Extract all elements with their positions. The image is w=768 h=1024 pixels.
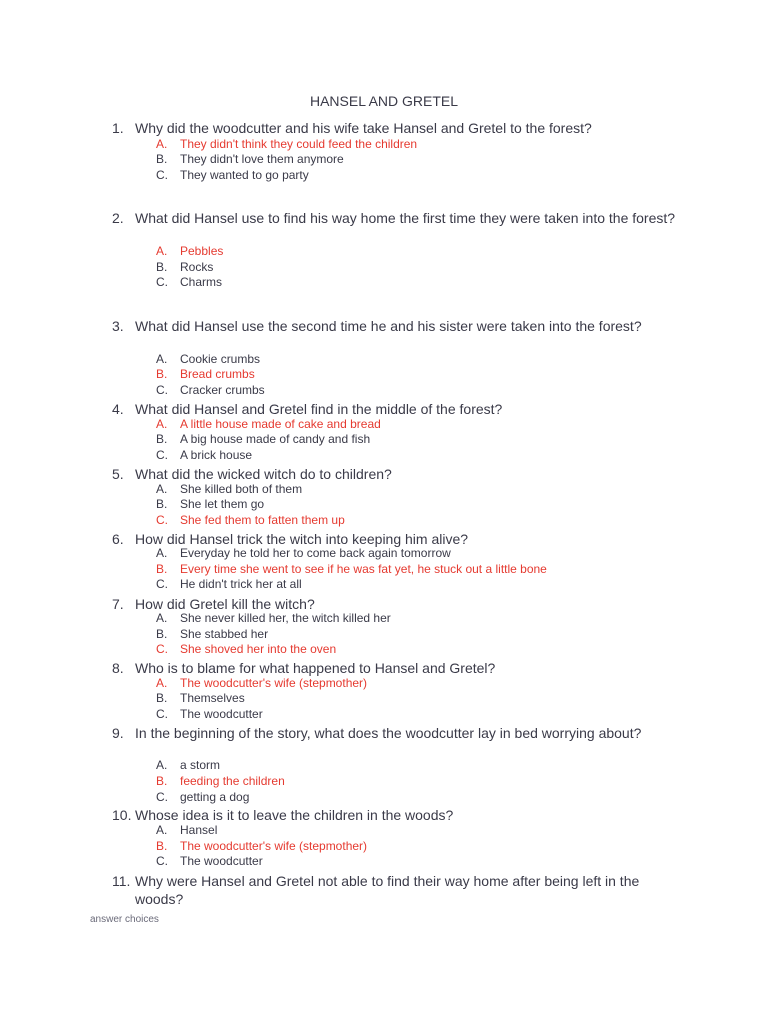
answer-option: A. Cookie crumbs bbox=[156, 352, 261, 366]
answer-option: C. He didn't trick her at all bbox=[156, 577, 302, 591]
answer-option: A. The woodcutter's wife (stepmother) bbox=[156, 676, 368, 690]
question-text: Whose idea is it to leave the children in the woods? bbox=[135, 807, 454, 823]
question-text: Who is to blame for what happened to Hansel and Gretel? bbox=[135, 660, 496, 676]
answer-option: A. Pebbles bbox=[156, 244, 224, 258]
question-11 bbox=[112, 872, 682, 908]
footer-note: answer choices bbox=[90, 914, 159, 925]
question-9 bbox=[112, 724, 682, 742]
answer-option: A. Hansel bbox=[156, 823, 218, 837]
question-10 bbox=[112, 806, 682, 824]
answer-option: B. She stabbed her bbox=[156, 627, 269, 641]
answer-option: C. getting a dog bbox=[156, 790, 250, 804]
question-number: 1. bbox=[112, 120, 124, 136]
answer-option: A. Everyday he told her to come back again tomorrow bbox=[156, 546, 451, 560]
question-4 bbox=[112, 400, 682, 418]
answer-option: B. Rocks bbox=[156, 260, 214, 274]
question-number: 7. bbox=[112, 596, 124, 612]
question-number: 2. bbox=[112, 210, 124, 226]
answer-option: C. Charms bbox=[156, 275, 223, 289]
answer-option: A. A little house made of cake and bread bbox=[156, 417, 381, 431]
answer-option: B. A big house made of candy and fish bbox=[156, 432, 371, 446]
question-number: 3. bbox=[112, 318, 124, 334]
question-text: In the beginning of the story, what does the woodcutter lay in bed worrying about? bbox=[135, 725, 642, 741]
question-3 bbox=[112, 317, 682, 335]
question-text: How did Gretel kill the witch? bbox=[135, 596, 315, 612]
question-number: 5. bbox=[112, 466, 124, 482]
question-number: 11. bbox=[112, 873, 131, 889]
question-number: 9. bbox=[112, 725, 124, 741]
answer-option: C. She fed them to fatten them up bbox=[156, 513, 345, 527]
question-number: 10. bbox=[112, 807, 132, 823]
answer-option: C. A brick house bbox=[156, 448, 253, 462]
question-number: 6. bbox=[112, 531, 124, 547]
answer-option: A. She killed both of them bbox=[156, 482, 303, 496]
page-title: HANSEL AND GRETEL bbox=[309, 93, 459, 109]
question-2 bbox=[112, 209, 682, 227]
answer-option: B. Themselves bbox=[156, 691, 245, 705]
question-1 bbox=[112, 119, 682, 137]
question-number: 8. bbox=[112, 660, 124, 676]
question-8 bbox=[112, 659, 682, 677]
answer-option: B. She let them go bbox=[156, 497, 265, 511]
question-text: What did the wicked witch do to children? bbox=[135, 466, 392, 482]
question-text: How did Hansel trick the witch into keeping him alive? bbox=[135, 531, 469, 547]
answer-option: B. They didn't love them anymore bbox=[156, 152, 344, 166]
question-number: 4. bbox=[112, 401, 124, 417]
answer-option: B. The woodcutter's wife (stepmother) bbox=[156, 839, 368, 853]
question-text: Why did the woodcutter and his wife take Hansel and Gretel to the forest? bbox=[135, 120, 592, 136]
question-text: Why were Hansel and Gretel not able to find their way home after being left in the woods? bbox=[135, 873, 640, 907]
answer-option: B. Every time she went to see if he was fat yet, he stuck out a little bone bbox=[156, 562, 547, 576]
question-text: What did Hansel and Gretel find in the middle of the forest? bbox=[135, 401, 503, 417]
answer-option: A. She never killed her, the witch killed her bbox=[156, 611, 391, 625]
question-text: What did Hansel use to find his way home the first time they were taken into the forest? bbox=[135, 210, 676, 226]
answer-option: A. a storm bbox=[156, 758, 221, 772]
answer-option: C. She shoved her into the oven bbox=[156, 642, 337, 656]
answer-option: A. They didn't think they could feed the children bbox=[156, 137, 418, 151]
answer-option: B. feeding the children bbox=[156, 774, 285, 788]
question-text: What did Hansel use the second time he and his sister were taken into the forest? bbox=[135, 318, 642, 334]
answer-option: B. Bread crumbs bbox=[156, 367, 255, 381]
answer-option: C. The woodcutter bbox=[156, 707, 263, 721]
question-5 bbox=[112, 465, 682, 483]
answer-option: C. The woodcutter bbox=[156, 854, 263, 868]
answer-option: C. They wanted to go party bbox=[156, 168, 309, 182]
answer-option: C. Cracker crumbs bbox=[156, 383, 265, 397]
